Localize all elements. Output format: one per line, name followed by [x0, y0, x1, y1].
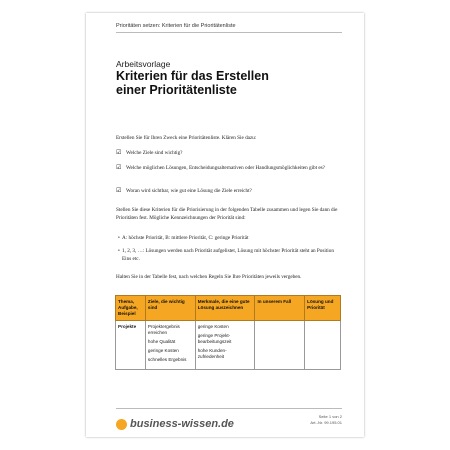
- footer-divider: [116, 408, 342, 409]
- checkbox-icon: ☑: [116, 150, 122, 156]
- table-row: [116, 321, 341, 370]
- checklist-item: [116, 188, 342, 196]
- goals-cell: [145, 321, 195, 370]
- features-cell: [195, 321, 255, 370]
- bullet-item: [118, 235, 334, 243]
- bullet-text: 1, 2, 3, …: Lösungen werden nach Priorität aufgelistet, Lösung mit höchster Priorität steht an Position Eins etc.: [122, 248, 334, 262]
- checklist-text: Woran wird sichtbar, wie gut eine Lösung die Ziele erreicht?: [126, 188, 252, 194]
- feature-item: hohe Kunden-zufriedenheit: [197, 348, 227, 359]
- checkbox-icon: ☑: [116, 188, 122, 194]
- goal-item: Projektergebnis erreichen: [147, 324, 180, 335]
- bullet-text: A: höchste Priorität, B: mittlere Priorität, C: geringe Priorität: [122, 235, 249, 241]
- rules-paragraph: Halten Sie in der Tabelle fest, nach welchen Regeln Sie Ihre Prioritäten jeweils vergeben.: [116, 274, 302, 280]
- logo: [116, 417, 234, 431]
- column-header: Merkmale, die eine gute Lösung auszeichnen: [195, 296, 255, 321]
- running-header: Prioritäten setzen: Kriterien für die Prioritätenliste: [116, 23, 236, 29]
- title-line-2: einer Prioritätenliste: [116, 83, 237, 97]
- goal-item: schnelles Ergebnis: [147, 357, 187, 362]
- topic-cell: Projekte: [116, 321, 146, 370]
- checkbox-icon: ☑: [116, 165, 122, 171]
- goal-item: geringe Kosten: [147, 348, 179, 353]
- column-header: Lösung und Priorität: [305, 296, 341, 321]
- checklist-item: [116, 165, 342, 173]
- feature-item: geringe Projekt-bearbeitungszeit: [197, 333, 232, 344]
- bullet-icon: •: [118, 248, 120, 254]
- bullet-icon: •: [118, 235, 120, 241]
- checklist-text: Welche möglichen Lösungen, Entscheidungsalternativen oder Handlungsmöglichkeiten gibt es?: [126, 165, 325, 171]
- column-header: Ziele, die wichtig sind: [145, 296, 195, 321]
- intro-paragraph: Erstellen Sie für Ihren Zweck eine Prioritätenliste. Klären Sie dazu:: [116, 135, 257, 141]
- logo-text: business-wissen.de: [130, 418, 234, 430]
- article-number: Art.-Nr. 99.195.01: [310, 420, 342, 425]
- feature-item: geringe Kosten: [197, 324, 229, 329]
- bullet-item: [118, 248, 334, 263]
- column-header: Thema, Aufgabe, Beispiel: [116, 296, 146, 321]
- checklist-text: Welche Ziele sind wichtig?: [126, 150, 183, 156]
- title-line-1: Kriterien für das Erstellen: [116, 69, 269, 83]
- goal-item: hohe Qualität: [147, 339, 176, 344]
- pretitle: Arbeitsvorlage: [116, 59, 171, 69]
- case-cell: [255, 321, 305, 370]
- page-number: Seite 1 von 2: [318, 414, 342, 419]
- header-divider: [116, 32, 342, 33]
- document-page: [86, 13, 364, 437]
- table-header-row: [116, 296, 341, 321]
- criteria-paragraph: Stellen Sie diese Kriterien für die Priorisierung in der folgenden Tabelle zusammen und legen Sie dann die Prioritäten fest. Mögliche Kennzeichnungen der Priorität sind:: [116, 207, 338, 221]
- page-title: [116, 69, 356, 97]
- checklist-item: [116, 150, 342, 158]
- solution-cell: [305, 321, 341, 370]
- column-header: In unserem Fall: [255, 296, 305, 321]
- priority-table: [115, 295, 341, 370]
- logo-dot-icon: [116, 419, 127, 430]
- page-info: [310, 414, 342, 426]
